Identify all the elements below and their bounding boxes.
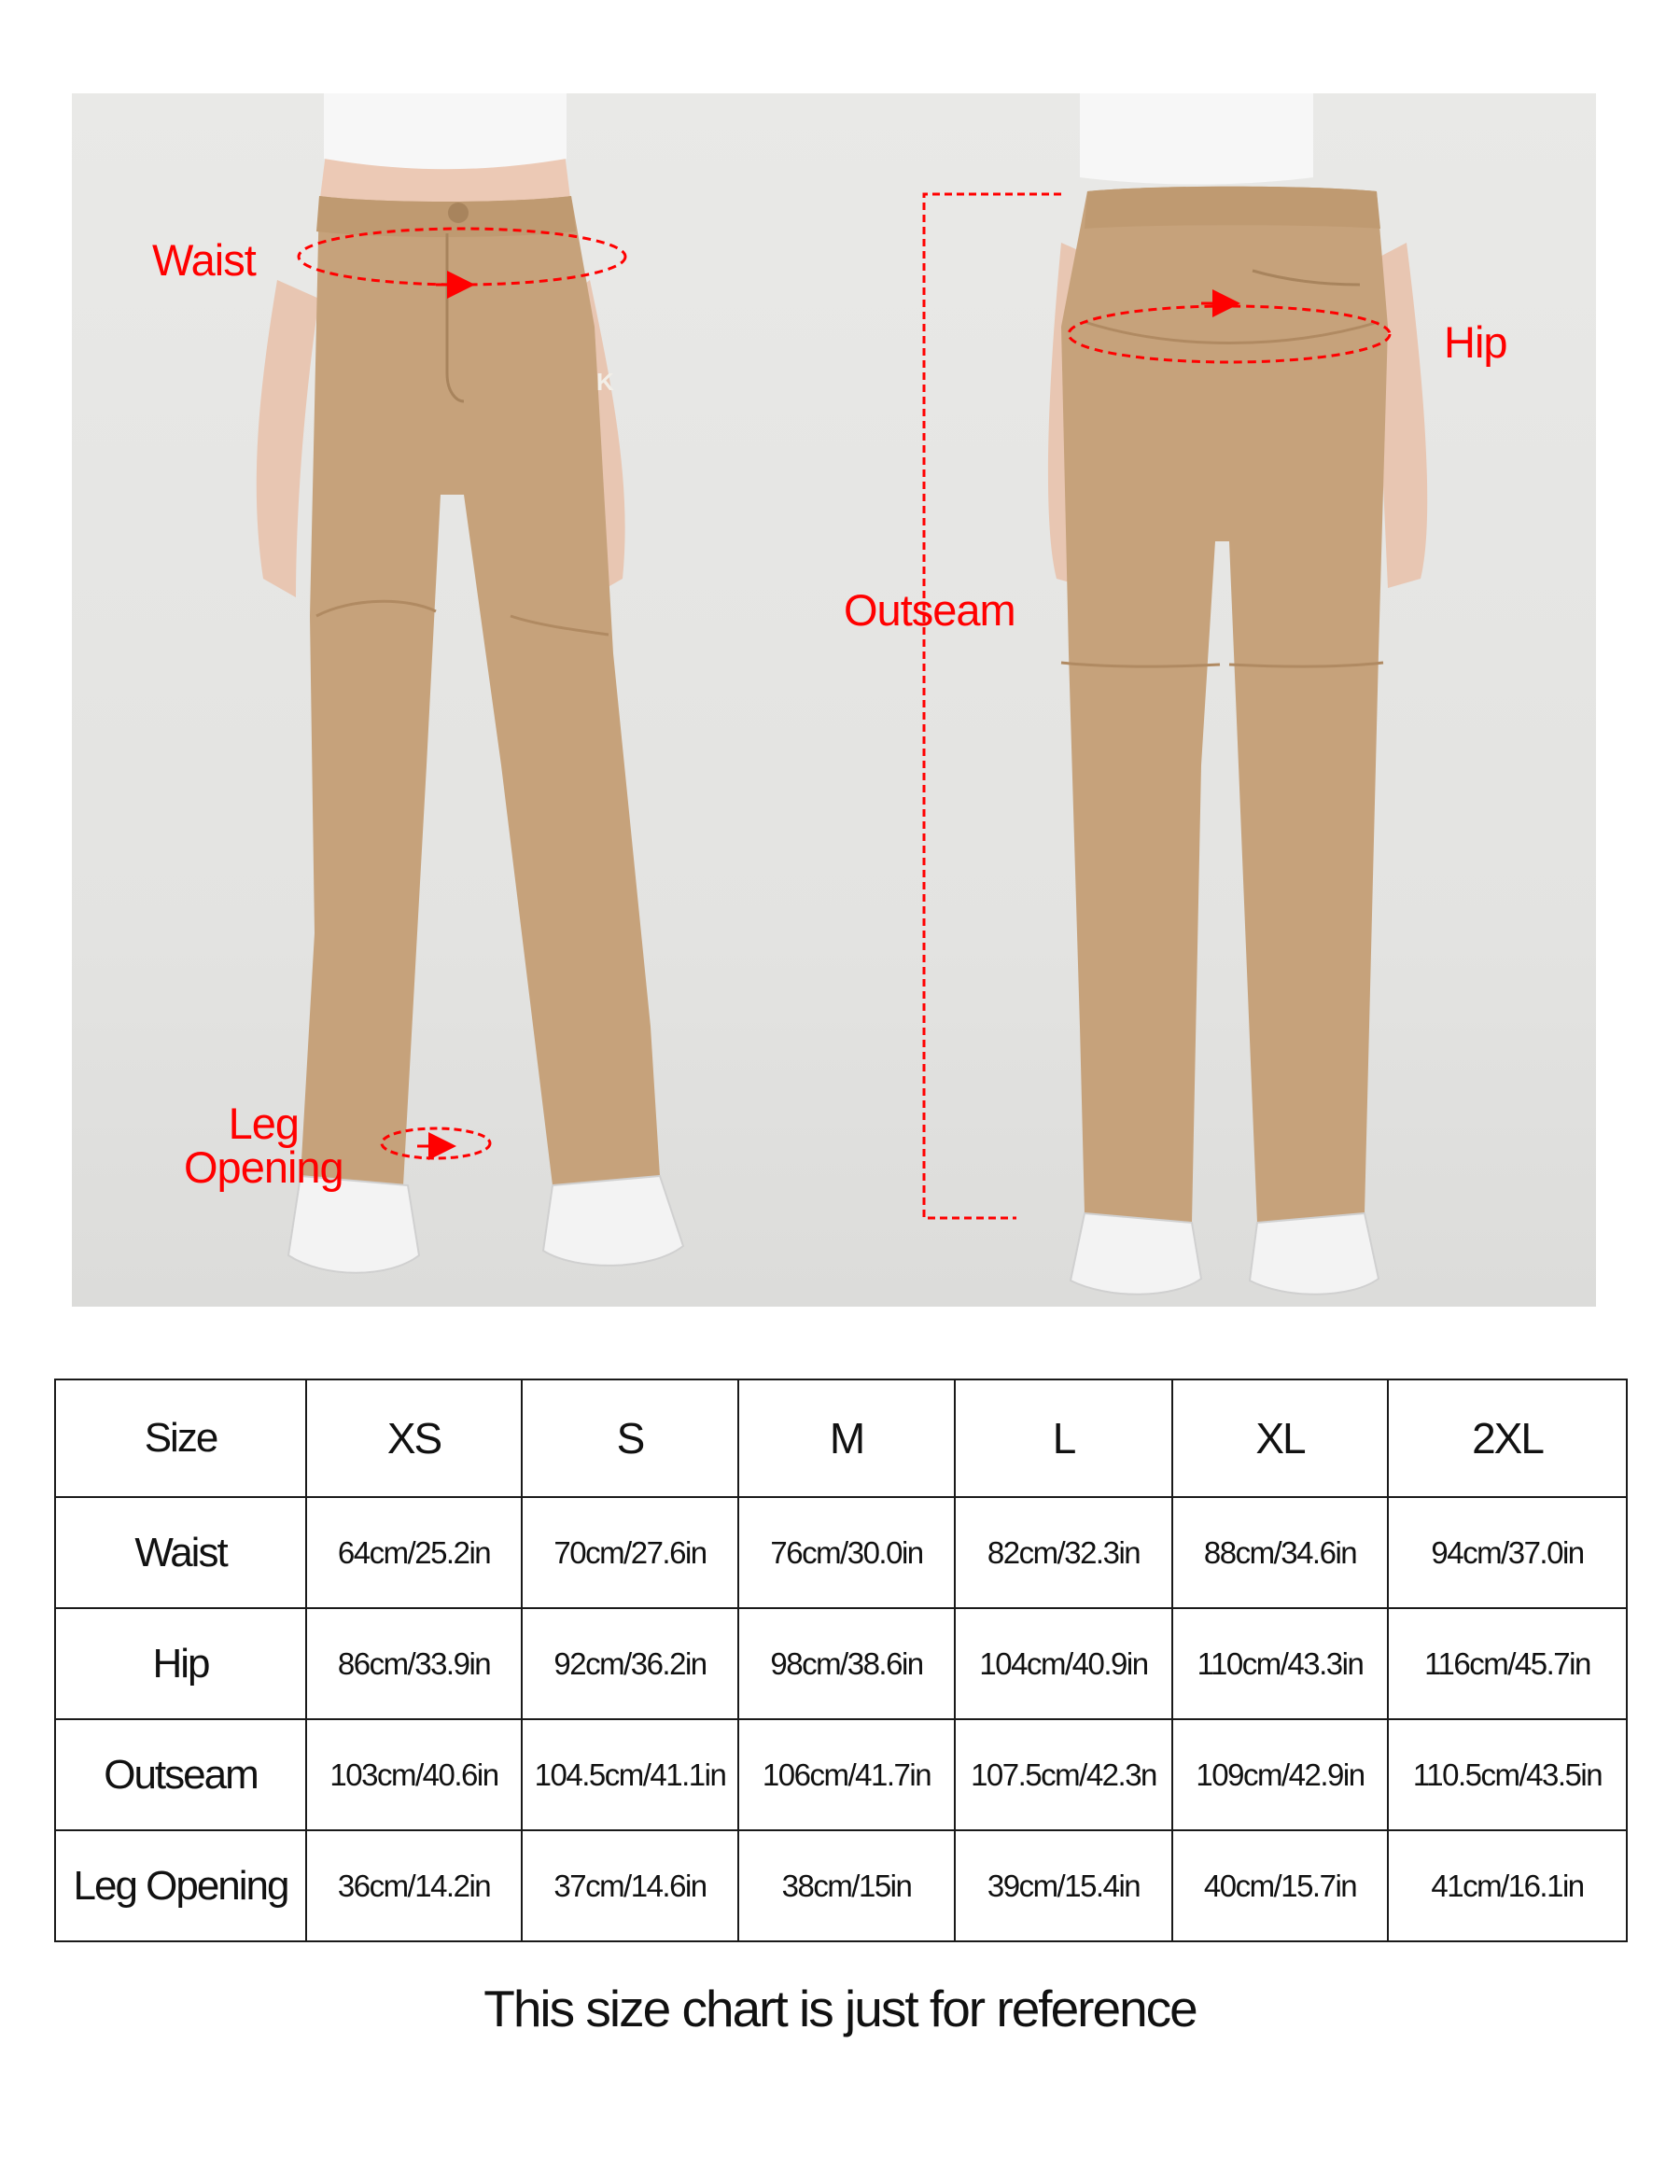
hip-label: Hip [1444,317,1507,367]
table-cell: 103cm/40.6in [306,1719,522,1830]
table-cell: 109cm/42.9in [1172,1719,1388,1830]
outseam-row [55,1719,1627,1830]
table-cell: 116cm/45.7in [1388,1608,1627,1719]
hip-row [55,1608,1627,1719]
outseam-row-label: Outseam [55,1719,306,1830]
table-cell: 86cm/33.9in [306,1608,522,1719]
table-cell: 104.5cm/41.1in [522,1719,738,1830]
leg-opening-row-label: Leg Opening [55,1830,306,1941]
hip-row-label: Hip [55,1608,306,1719]
waist-row-label: Waist [55,1497,306,1608]
product-photo [72,93,1596,1307]
size-header-row [55,1379,1627,1497]
size-l-header: L [955,1379,1172,1497]
size-s-header: S [522,1379,738,1497]
table-cell: 88cm/34.6in [1172,1497,1388,1608]
size-m-header: M [738,1379,955,1497]
size-xs-header: XS [306,1379,522,1497]
waist-row [55,1497,1627,1608]
size-header-label: Size [55,1379,306,1497]
table-cell: 106cm/41.7in [738,1719,955,1830]
table-cell: 70cm/27.6in [522,1497,738,1608]
leg-opening-label [184,1099,343,1192]
table-cell: 94cm/37.0in [1388,1497,1627,1608]
outseam-label: Outseam [844,585,1015,635]
table-cell: 110.5cm/43.5in [1388,1719,1627,1830]
leg-opening-row [55,1830,1627,1941]
table-cell: 92cm/36.2in [522,1608,738,1719]
table-cell: 107.5cm/42.3n [955,1719,1172,1830]
size-xl-header: XL [1172,1379,1388,1497]
size-chart-disclaimer: This size chart is just for reference [483,1980,1197,2037]
table-cell: 39cm/15.4in [955,1830,1172,1941]
table-cell: 41cm/16.1in [1388,1830,1627,1941]
table-cell: 64cm/25.2in [306,1497,522,1608]
outseam-measure-bracket [924,194,1061,1218]
size-2xl-header: 2XL [1388,1379,1627,1497]
table-cell: 98cm/38.6in [738,1608,955,1719]
table-cell: 76cm/30.0in [738,1497,955,1608]
table-cell: 104cm/40.9in [955,1608,1172,1719]
table-cell: 36cm/14.2in [306,1830,522,1941]
table-cell: 110cm/43.3in [1172,1608,1388,1719]
leg-opening-label-line1: Leg [228,1099,300,1148]
size-chart-table [54,1379,1628,1942]
leg-opening-label-line2: Opening [184,1142,343,1192]
table-cell: 82cm/32.3in [955,1497,1172,1608]
table-cell: 38cm/15in [738,1830,955,1941]
table-cell: 40cm/15.7in [1172,1830,1388,1941]
logo-k-icon: K [596,368,614,396]
pants-back-illustration [1048,93,1427,1295]
waist-label: Waist [152,235,256,285]
table-cell: 37cm/14.6in [522,1830,738,1941]
